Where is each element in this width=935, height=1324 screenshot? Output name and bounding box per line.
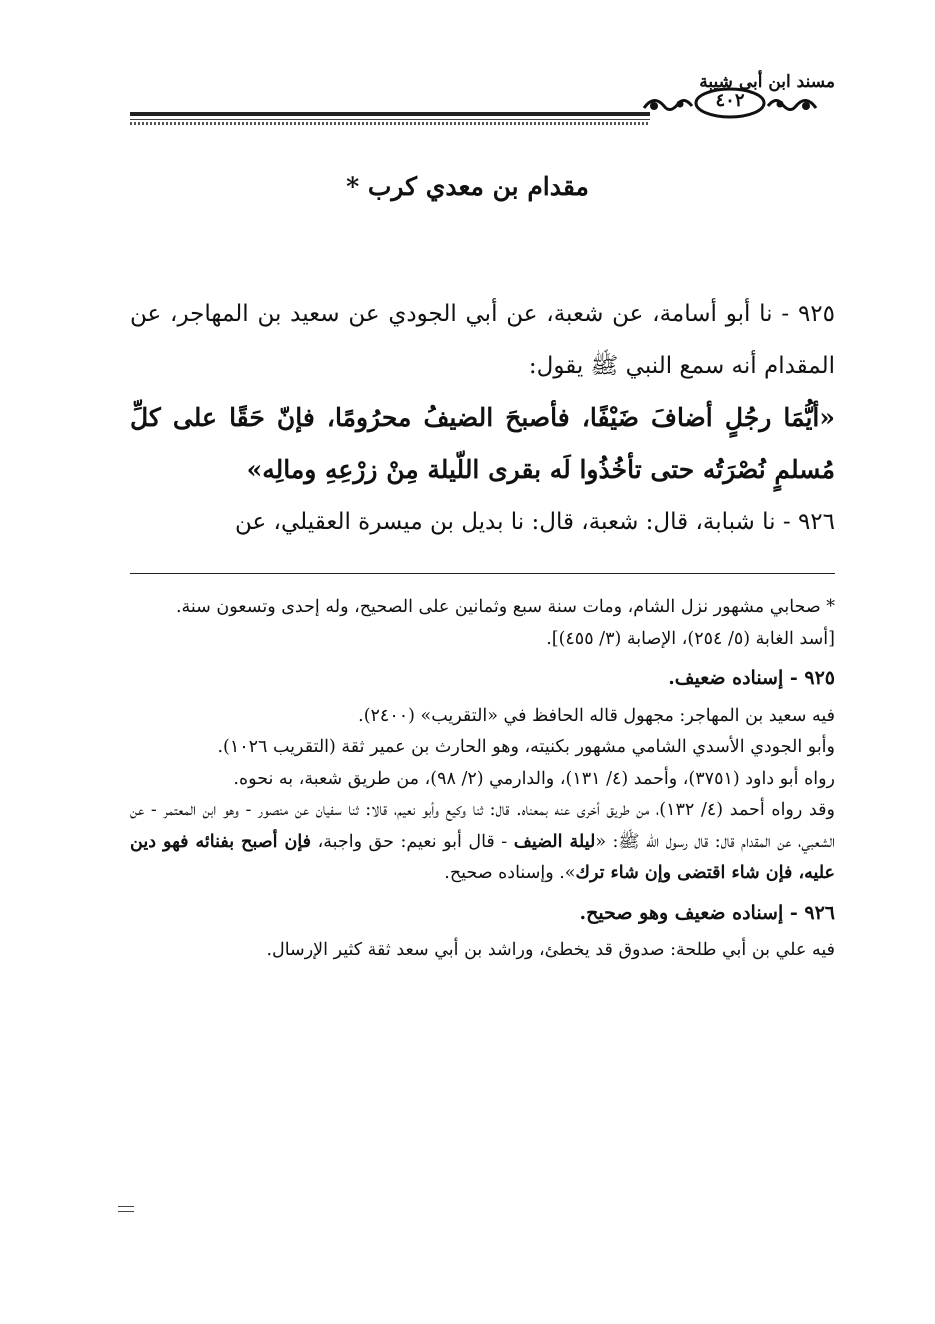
text-run: وقد رواه أحمد (٤/ ١٣٢)، من طريق أخرى عنه بمعناه. قال: ثنا وكيع وأبو نعيم، قالا: ثنا سفيان عن منصور - وهو ابن المعتمر - عن الشعبي، عن المقدام قال: قال رسول الله ﷺ: « [130, 800, 836, 852]
footnote-biography-ref: [أسد الغابة (٥/ ٢٥٤)، الإصابة (٣/ ٤٥٥)]. [546, 628, 835, 649]
header-rule [130, 112, 650, 116]
text-run: ». وإسناده صحيح. [444, 863, 576, 883]
header-rule-hatched [130, 122, 650, 125]
header-rule-thin [130, 119, 650, 120]
footnote-925-line: وأبو الجودي الأسدي الشامي مشهور بكنيته، وهو الحارث بن عمير ثقة (التقريب ١٠٢٦). [217, 737, 835, 757]
footnote-925-line: رواه أبو داود (٣٧٥١)، وأحمد (٤/ ١٣١)، والدارمي (٢/ ٩٨)، من طريق شعبة، به نحوه. [233, 768, 835, 789]
hadith-925-text: «أيُّمَا رجُلٍ أضافَ ضَيْفًا، فأصبحَ الضيفُ محرُومًا، فإنّ حَقًا على كلِّ مُسلمٍ نُصْرَتُه حتى تأخُذُوا لَه بقرى اللّيلة مِنْ زرْعِهِ ومالِه» [130, 403, 835, 484]
running-header-title: مسند ابن أبي شيبة [699, 72, 835, 92]
footnote-separator [130, 573, 835, 574]
footnote-925-ahmad-narration [130, 795, 835, 890]
quoted-bold-text: ليلة الضيف [513, 831, 596, 852]
section-title: مقدام بن معدي كرب * [346, 172, 589, 201]
text-run: - قال أبو نعيم: حق واجبة، [311, 831, 514, 852]
footnote-926-line: فيه علي بن أبي طلحة: صدوق قد يخطئ، وراشد بن أبي سعد ثقة كثير الإرسال. [266, 940, 835, 960]
hadith-925-isnad: ٩٢٥ - نا أبو أسامة، عن شعبة، عن أبي الجودي عن سعيد بن المهاجر، عن المقدام أنه سمع النبي ﷺ يقول: [130, 301, 835, 379]
footnote-926-heading: ٩٢٦ - إسناده ضعيف وهو صحيح. [579, 901, 835, 924]
footnote-925-heading: ٩٢٥ - إسناده ضعيف. [668, 667, 835, 689]
footnote-925-line: فيه سعيد بن المهاجر: مجهول قاله الحافظ في «التقريب» (٢٤٠٠). [358, 705, 835, 726]
hadith-926-isnad: ٩٢٦ - نا شبابة، قال: شعبة، قال: نا بديل بن ميسرة العقيلي، عن [235, 509, 835, 535]
footnotes [130, 592, 835, 967]
page-number: ٤٠٢ [715, 90, 745, 111]
footnote-biography: * صحابي مشهور نزل الشام، ومات سنة سبع وثمانين على الصحيح، وله إحدى وتسعون سنة. [175, 597, 835, 617]
continuation-mark [118, 1206, 134, 1212]
quoted-bold-text: فإن أصبح بفنائه فهو دين عليه، فإن شاء اقتضى وإن شاء ترك [130, 831, 835, 883]
main-text [130, 288, 835, 548]
